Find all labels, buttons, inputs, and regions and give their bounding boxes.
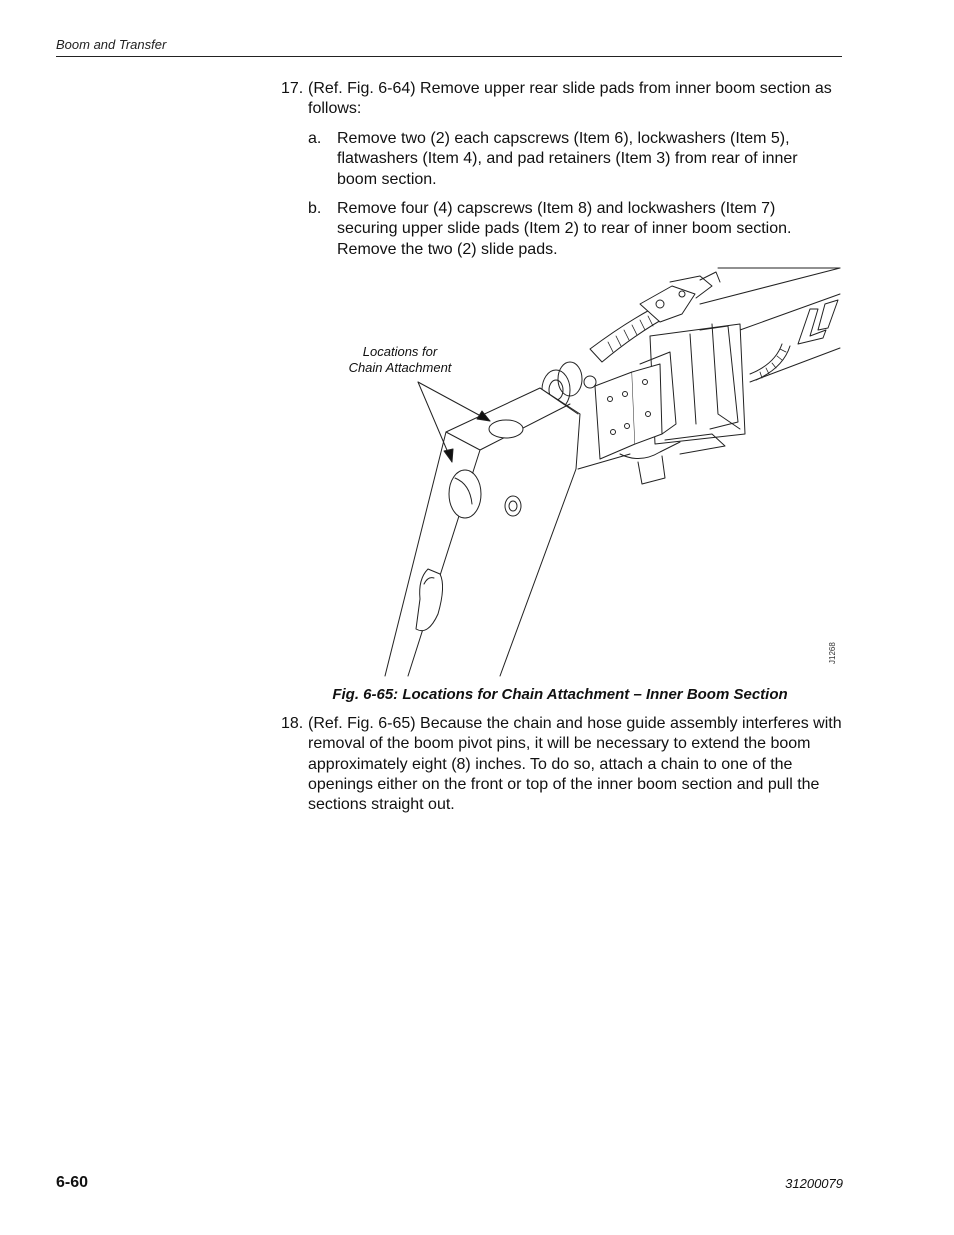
document-number: 31200079 [785,1176,843,1191]
page-number: 6-60 [56,1174,89,1191]
callout-label-line2: Chain Attachment [348,360,452,375]
substep-letter: b. [308,200,322,217]
step-number: 18. [281,715,304,732]
drawing-id: J1268 [828,642,837,664]
substep-a [308,129,838,190]
figure-inner-boom [320,264,845,679]
callout-label [330,344,470,376]
substep-text: Remove four (4) capscrews (Item 8) and lockwashers (Item 7) securing upper slide pads (Item 2) to rear of inner boom section. Remove the two (2) slide pads. [337,200,792,258]
step-text: (Ref. Fig. 6-65) Because the chain and hose guide assembly interferes with removal of the boom pivot pins, it will be necessary to extend the boom approximately eight (8) inches. To do so, attach a chain to one of the openings either on the front or top of the inner boom section and pull the sections straight out. [308,715,842,814]
substep-b [308,199,838,260]
substep-text: Remove two (2) each capscrews (Item 6), lockwashers (Item 5), flatwashers (Item 4), and pad retainers (Item 3) from rear of inner boom section. [337,130,798,188]
header-divider [56,56,842,57]
step-number: 17. [281,80,304,97]
step-text: (Ref. Fig. 6-64) Remove upper rear slide pads from inner boom section as follows: [308,80,832,118]
step-18 [281,714,843,815]
step-17 [281,79,843,120]
boom-drawing [320,264,845,679]
running-header: Boom and Transfer [56,37,167,52]
figure-caption: Fig. 6-65: Locations for Chain Attachment – Inner Boom Section [332,686,788,703]
substep-letter: a. [308,130,322,147]
callout-label-line1: Locations for [362,344,438,359]
